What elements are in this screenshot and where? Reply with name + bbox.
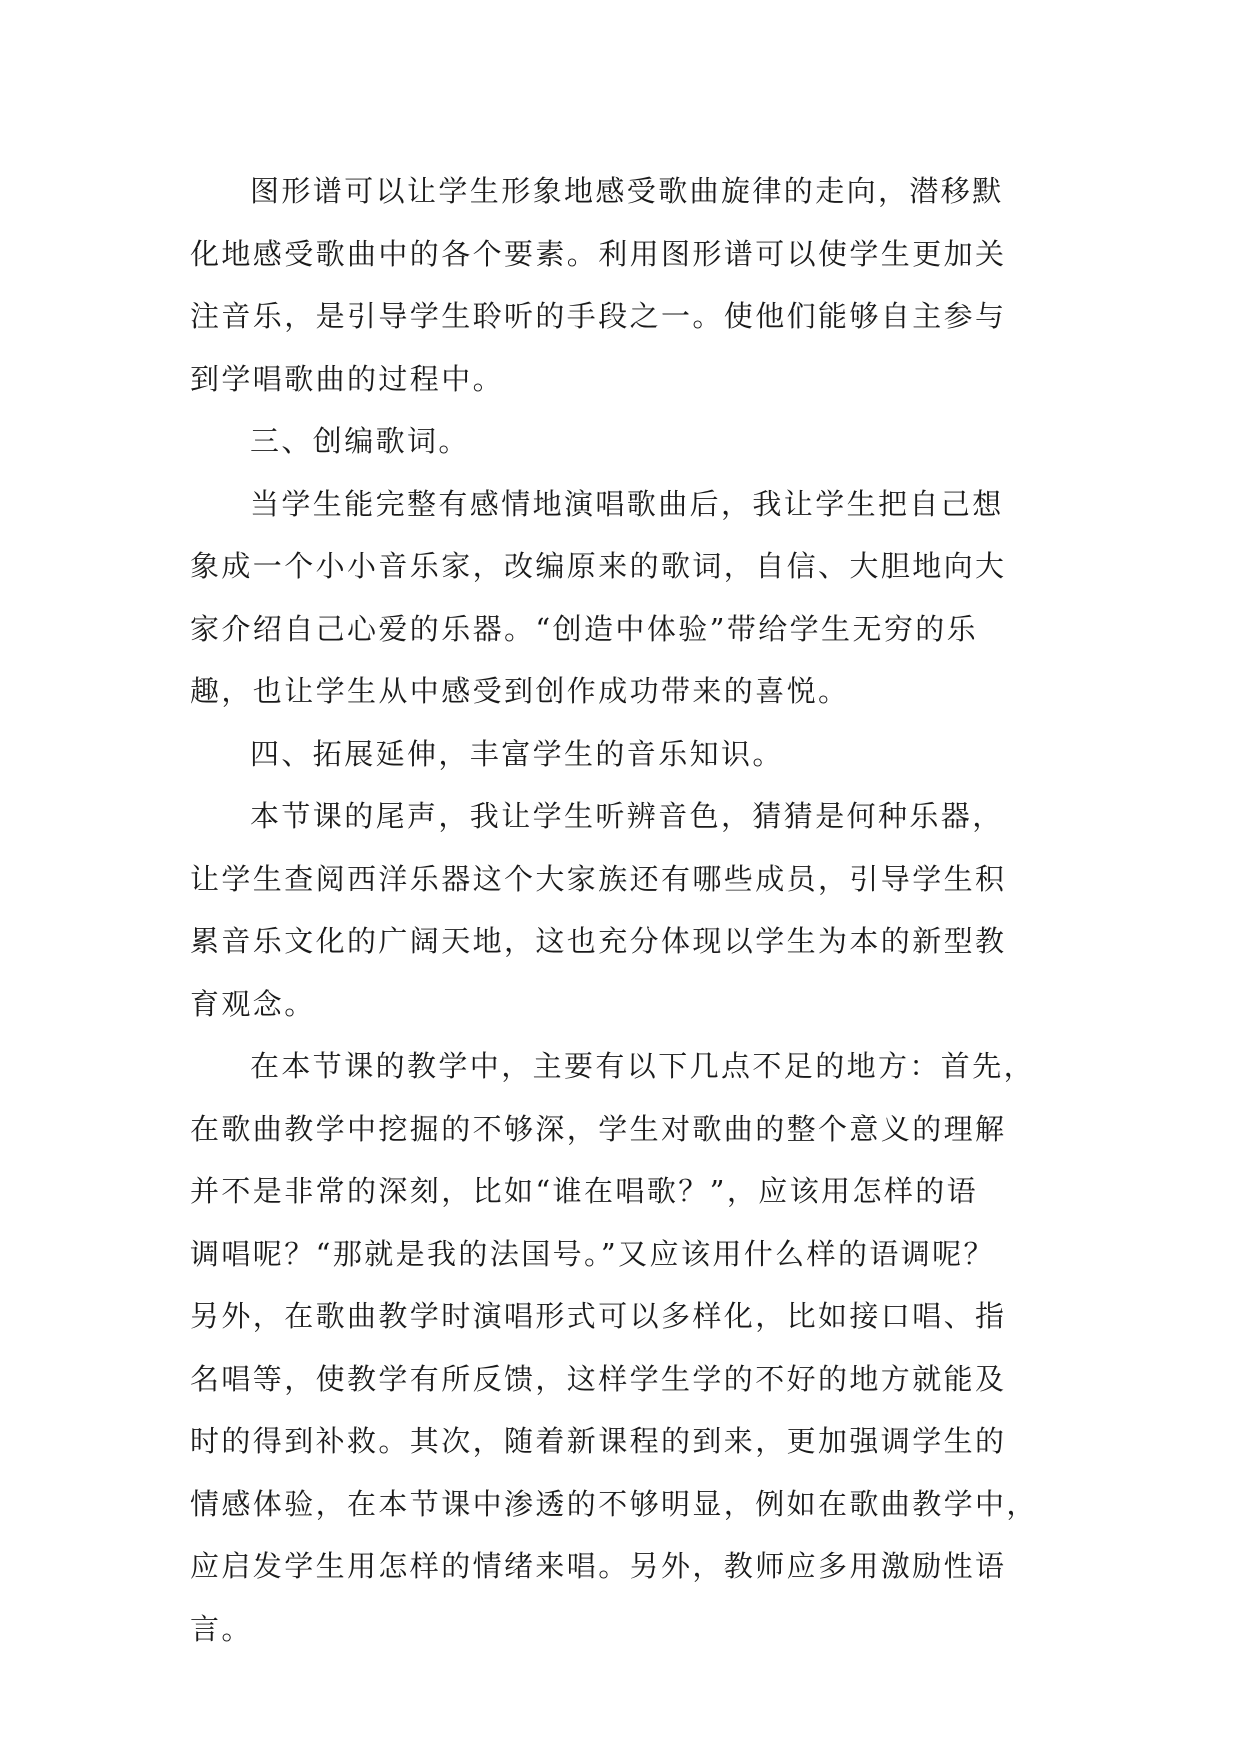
text-line: 在本节课的教学中，主要有以下几点不足的地方：首先， <box>250 1049 1036 1083</box>
text-line: 当学生能完整有感情地演唱歌曲后，我让学生把自己想 <box>250 486 1004 521</box>
text-line: 情感体验，在本节课中渗透的不够明显，例如在歌曲教学中， <box>190 1486 1038 1521</box>
text-line: 并不是非常的深刻，比如“谁在唱歌？”，应该用怎样的语 <box>190 1174 979 1208</box>
paragraph-graphic-score <box>190 160 1070 410</box>
section-heading: 四、拓展延伸，丰富学生的音乐知识。 <box>250 736 784 771</box>
paragraph-reflection <box>190 1035 1070 1660</box>
text-line: 言。 <box>190 1611 253 1646</box>
section-heading-extension <box>190 723 1070 786</box>
text-line: 化地感受歌曲中的各个要素。利用图形谱可以使学生更加关 <box>190 236 1007 271</box>
text-line: 在歌曲教学中挖掘的不够深，学生对歌曲的整个意义的理解 <box>190 1111 1007 1146</box>
text-line: 注音乐，是引导学生聆听的手段之一。使他们能够自主参与 <box>190 299 1007 333</box>
text-line: 累音乐文化的广阔天地，这也充分体现以学生为本的新型教 <box>190 924 1007 958</box>
paragraph-lyrics <box>190 473 1070 723</box>
section-heading-lyrics <box>190 410 1070 473</box>
text-line: 家介绍自己心爱的乐器。“创造中体验”带给学生无穷的乐 <box>190 611 979 646</box>
text-line: 让学生查阅西洋乐器这个大家族还有哪些成员，引导学生积 <box>190 861 1007 896</box>
text-line: 育观念。 <box>190 986 316 1021</box>
text-line: 另外，在歌曲教学时演唱形式可以多样化，比如接口唱、指 <box>190 1299 1007 1333</box>
text-line: 图形谱可以让学生形象地感受歌曲旋律的走向，潜移默 <box>250 174 1004 208</box>
text-line: 名唱等，使教学有所反馈，这样学生学的不好的地方就能及 <box>190 1361 1007 1396</box>
paragraph-extension <box>190 785 1070 1035</box>
text-line: 调唱呢？“那就是我的法国号。”又应该用什么样的语调呢？ <box>190 1236 995 1271</box>
text-line: 趣，也让学生从中感受到创作成功带来的喜悦。 <box>190 674 850 708</box>
section-heading: 三、创编歌词。 <box>250 424 470 458</box>
document-body <box>190 160 1070 1660</box>
text-line: 象成一个小小音乐家，改编原来的歌词，自信、大胆地向大 <box>190 549 1007 583</box>
text-line: 本节课的尾声，我让学生听辨音色，猜猜是何种乐器， <box>250 799 1004 833</box>
text-line: 到学唱歌曲的过程中。 <box>190 361 505 396</box>
text-line: 应启发学生用怎样的情绪来唱。另外，教师应多用激励性语 <box>190 1549 1007 1583</box>
text-line: 时的得到补救。其次，随着新课程的到来，更加强调学生的 <box>190 1424 1007 1458</box>
